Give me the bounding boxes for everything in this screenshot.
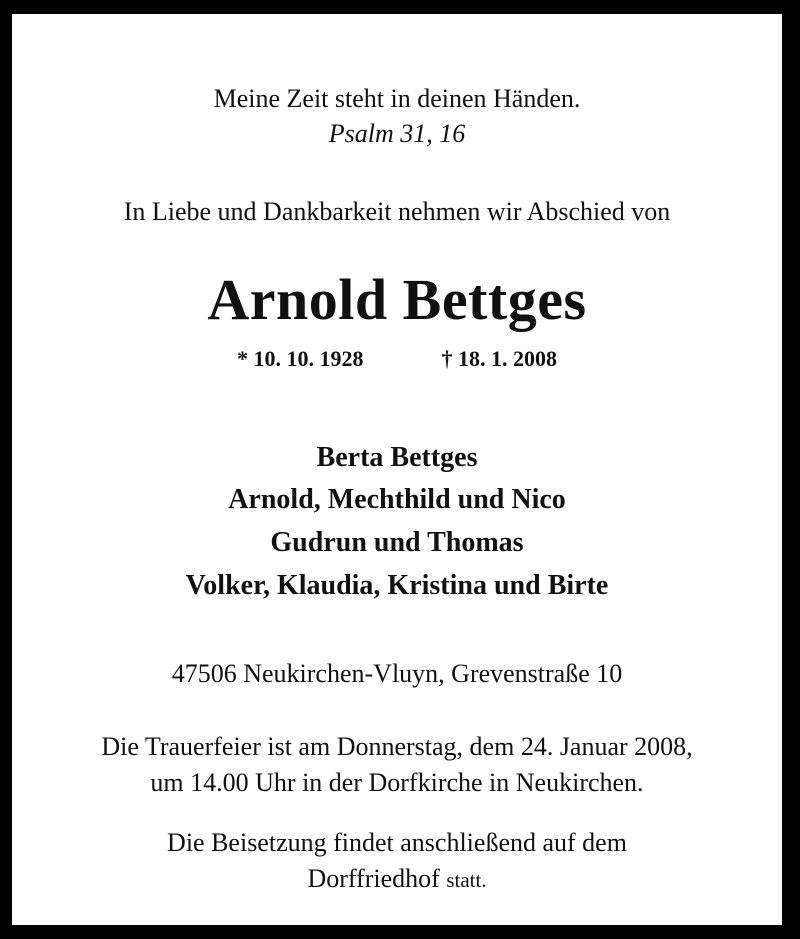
mourner-line: Berta Bettges <box>316 442 478 473</box>
mourner-line: Gudrun und Thomas <box>270 527 524 558</box>
burial-line-2 <box>12 864 782 894</box>
obituary-notice <box>12 14 782 925</box>
intro-text: In Liebe und Dankbarkeit nehmen wir Abschied von <box>123 197 671 226</box>
motto-text: Meine Zeit steht in deinen Händen. <box>213 84 581 113</box>
burial-suffix: statt. <box>446 868 487 892</box>
birth-date: * 10. 10. 1928 <box>237 346 364 371</box>
psalm-reference: Psalm 31, 16 <box>328 119 466 148</box>
life-dates <box>12 346 782 372</box>
burial-line-1: Die Beisetzung findet anschließend auf dem <box>167 828 627 857</box>
family-address: 47506 Neukirchen-Vluyn, Grevenstraße 10 <box>171 659 623 688</box>
mourner-line: Volker, Klaudia, Kristina und Birte <box>185 570 609 601</box>
deceased-name: Arnold Bettges <box>207 267 587 332</box>
mourner-line: Arnold, Mechthild und Nico <box>228 484 566 515</box>
ceremony-line-2: um 14.00 Uhr in der Dorfkirche in Neukirchen. <box>150 768 644 797</box>
burial-place: Dorffriedhof <box>307 864 440 893</box>
ceremony-line-1: Die Trauerfeier ist am Donnerstag, dem 24. Januar 2008, <box>101 732 693 761</box>
death-date: † 18. 1. 2008 <box>441 346 557 371</box>
